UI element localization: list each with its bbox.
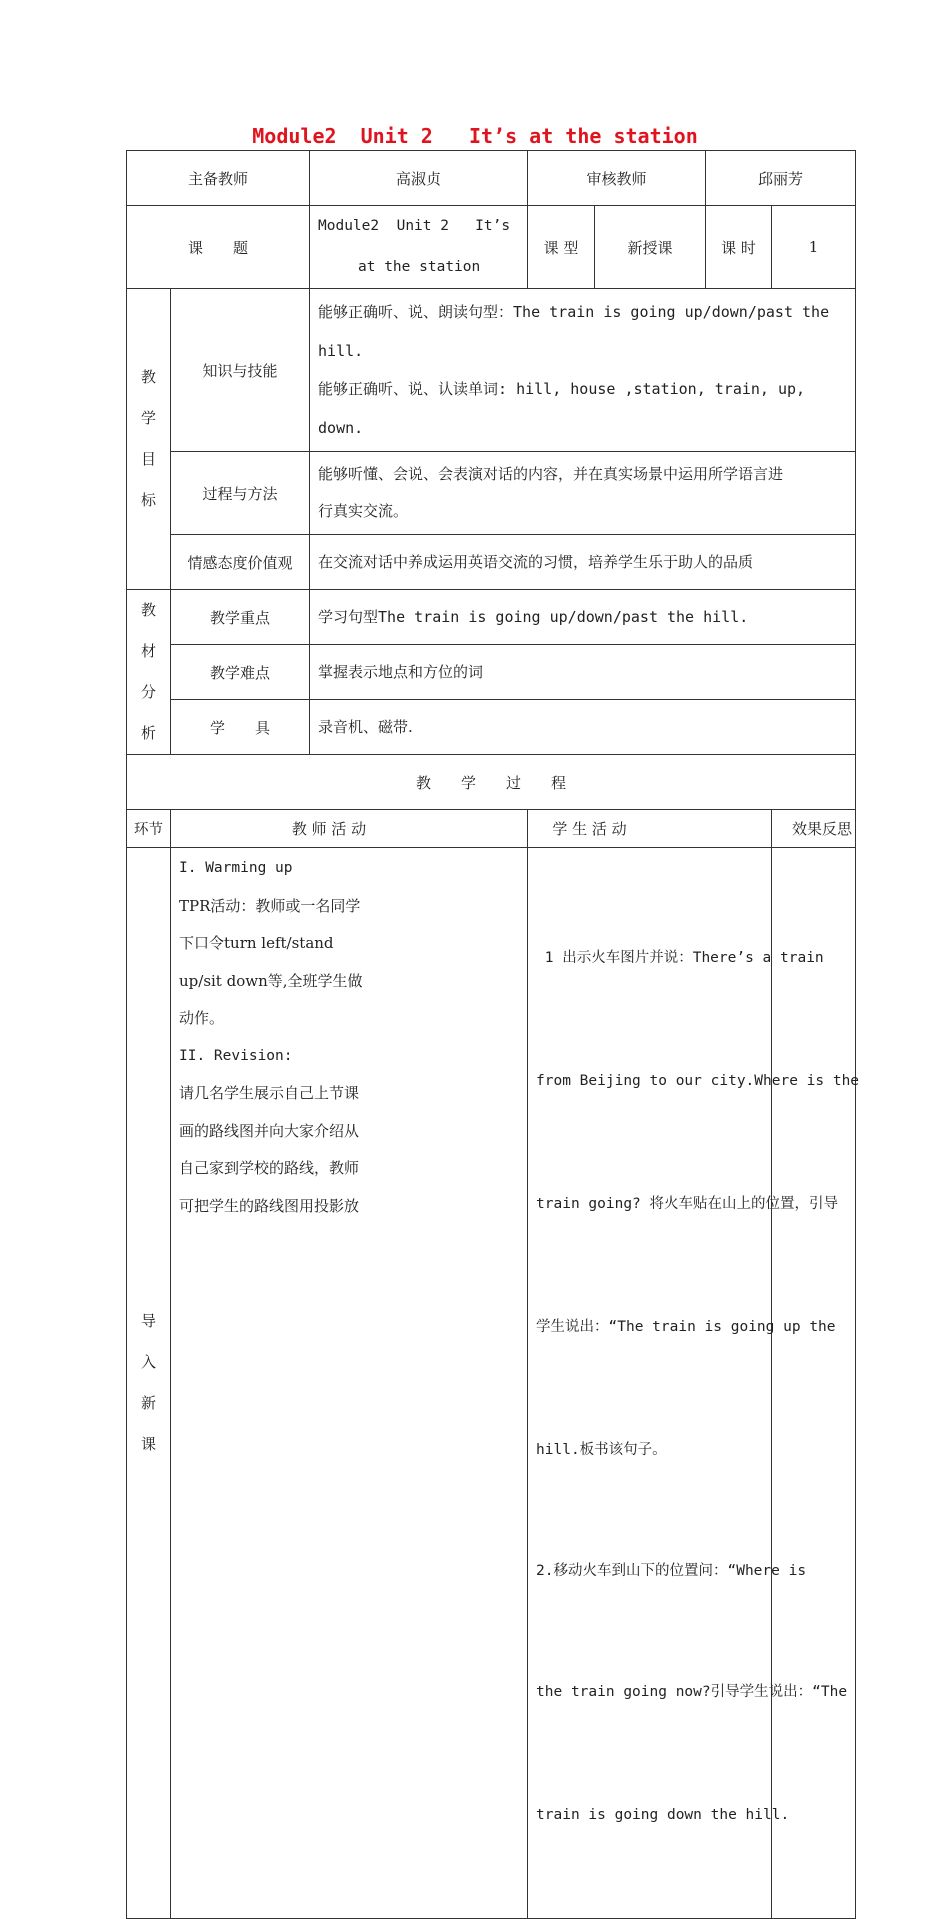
- type-label: 课 型: [528, 206, 595, 289]
- hours-label: 课 时: [706, 206, 772, 289]
- materials-content: 录音机、磁带.: [310, 700, 856, 755]
- topic-cell: [310, 206, 528, 289]
- objectives-group-label: 教 学 目 标: [127, 289, 171, 590]
- reflection-content: [772, 848, 856, 1919]
- lead-teacher-name: 高淑贞: [310, 151, 528, 206]
- student-activity-header: 学 生 活 动: [528, 810, 772, 848]
- knowledge-skills-label: 知识与技能: [171, 289, 310, 452]
- reflection-header: 效果反思: [772, 810, 856, 848]
- hours-value: 1: [772, 206, 856, 289]
- stage-column-header: 环节: [127, 810, 171, 848]
- knowledge-skills-content: 能够正确听、说、朗读句型：The train is going up/down/past the hill. 能够正确听、说、认读单词: hill, house ,station, train, up, down.: [310, 289, 856, 452]
- process-method-label: 过程与方法: [171, 452, 310, 535]
- attitude-values-content: 在交流对话中养成运用英语交流的习惯，培养学生乐于助人的品质: [310, 535, 856, 590]
- topic-line-1: Module2 Unit 2 It’s: [318, 218, 511, 234]
- stage-intro-label: 导 入 新 课: [127, 848, 171, 1919]
- process-method-content: 能够听懂、会说、会表演对话的内容，并在真实场景中运用所学语言进 行真实交流。: [310, 452, 856, 535]
- process-heading: 教 学 过 程: [127, 755, 856, 810]
- student-activity-content: 1 出示火车图片并说：There’s a train from Beijing to our city.Where is the train going? 将火车贴在山上的位置，引导 学生说出：“The train is going up the hill.板书该句子。 2.移动火车到山下的位置问：“Where is the train going now?引导学生说出：“The train is going down the hill.: [528, 848, 772, 1919]
- materials-label: 学 具: [171, 700, 310, 755]
- topic-label: 课 题: [127, 206, 310, 289]
- attitude-values-label: 情感态度价值观: [171, 535, 310, 590]
- teacher-activity-content: I. Warming up TPR活动：教师或一名同学 下口令turn left/stand up/sit down等,全班学生做 动作。 II. Revision: 请几名学生展示自己上节课 画的路线图并向大家介绍从 自己家到学校的路线，教师 可把学生的路线图用投影放: [171, 848, 528, 1919]
- teacher-activity-header: 教 师 活 动: [171, 810, 528, 848]
- page-title: Module2 Unit 2 It’s at the station: [252, 124, 698, 148]
- reviewer-name: 邱丽芳: [706, 151, 856, 206]
- type-value: 新授课: [595, 206, 706, 289]
- key-points-label: 教学重点: [171, 590, 310, 645]
- analysis-group-label: 教 材 分 析: [127, 590, 171, 755]
- lesson-plan-table: [126, 150, 860, 1919]
- difficulties-label: 教学难点: [171, 645, 310, 700]
- lead-teacher-label: 主备教师: [127, 151, 310, 206]
- topic-line-2: at the station: [358, 259, 481, 275]
- difficulties-content: 掌握表示地点和方位的词: [310, 645, 856, 700]
- key-points-content: 学习句型The train is going up/down/past the hill.: [310, 590, 856, 645]
- reviewer-label: 审核教师: [528, 151, 706, 206]
